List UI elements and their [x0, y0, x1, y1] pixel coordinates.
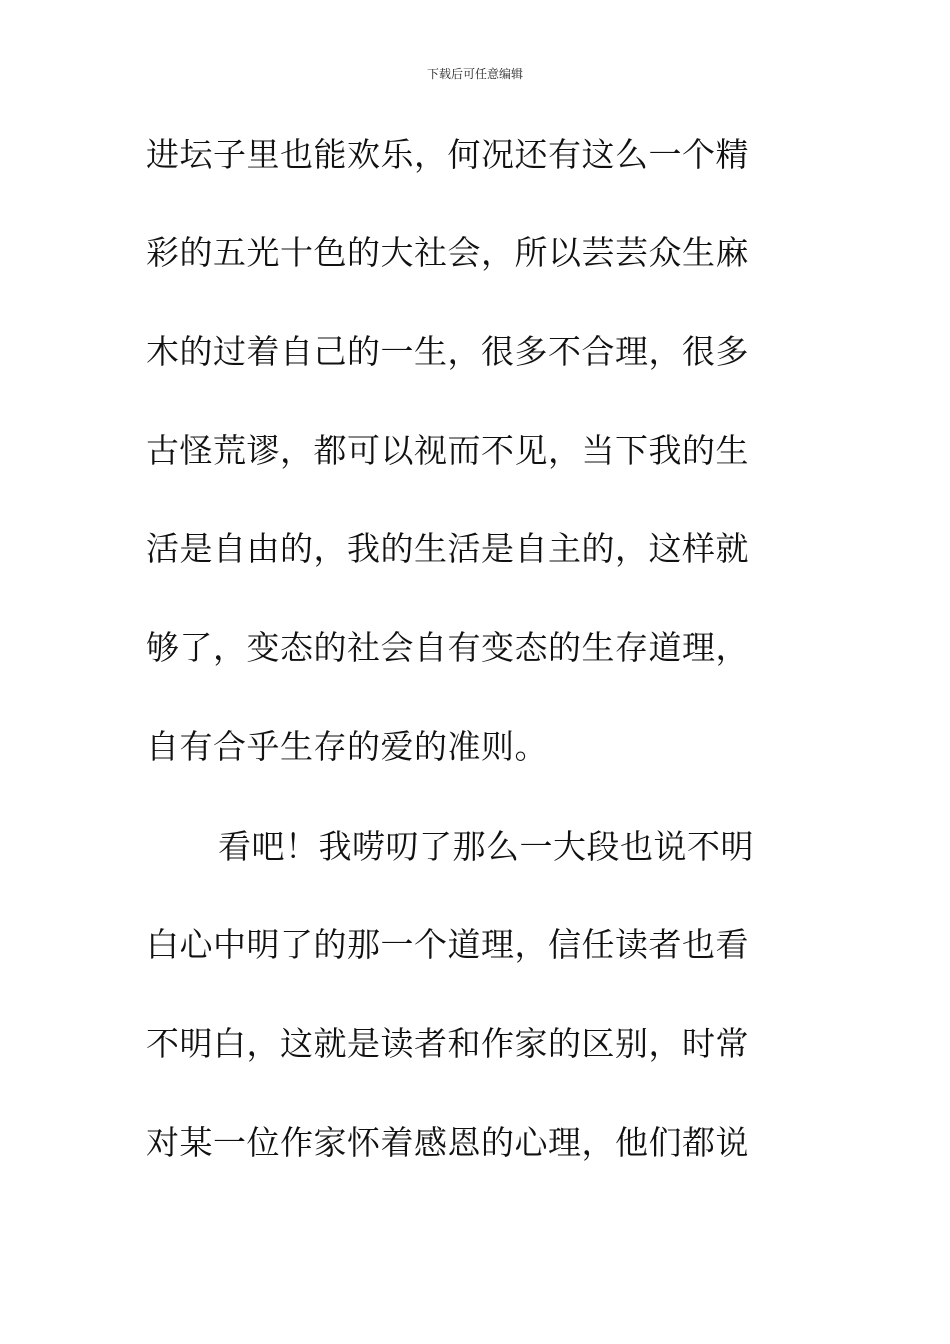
text-line: 彩的五光十色的大社会，所以芸芸众生麻: [146, 233, 749, 272]
text-line: 白心中明了的那一个道理，信任读者也看: [146, 925, 749, 964]
text-line: 对某一位作家怀着感恩的心理，他们都说: [146, 1123, 749, 1162]
text-line: 够了，变态的社会自有变态的生存道理，: [146, 628, 749, 667]
text-line: 不明白，这就是读者和作家的区别，时常: [146, 1024, 749, 1063]
text-line: 木的过着自己的一生，很多不合理，很多: [146, 332, 749, 371]
text-line: 进坛子里也能欢乐，何况还有这么一个精: [146, 135, 749, 174]
paragraph-start-line: 看吧！我唠叨了那么一大段也说不明: [218, 827, 754, 866]
text-line: 古怪荒谬，都可以视而不见，当下我的生: [146, 431, 749, 470]
text-line: 自有合乎生存的爱的准则。: [146, 727, 548, 766]
text-line: 活是自由的，我的生活是自主的，这样就: [146, 529, 749, 568]
page-header: 下载后可任意编辑: [426, 67, 523, 81]
